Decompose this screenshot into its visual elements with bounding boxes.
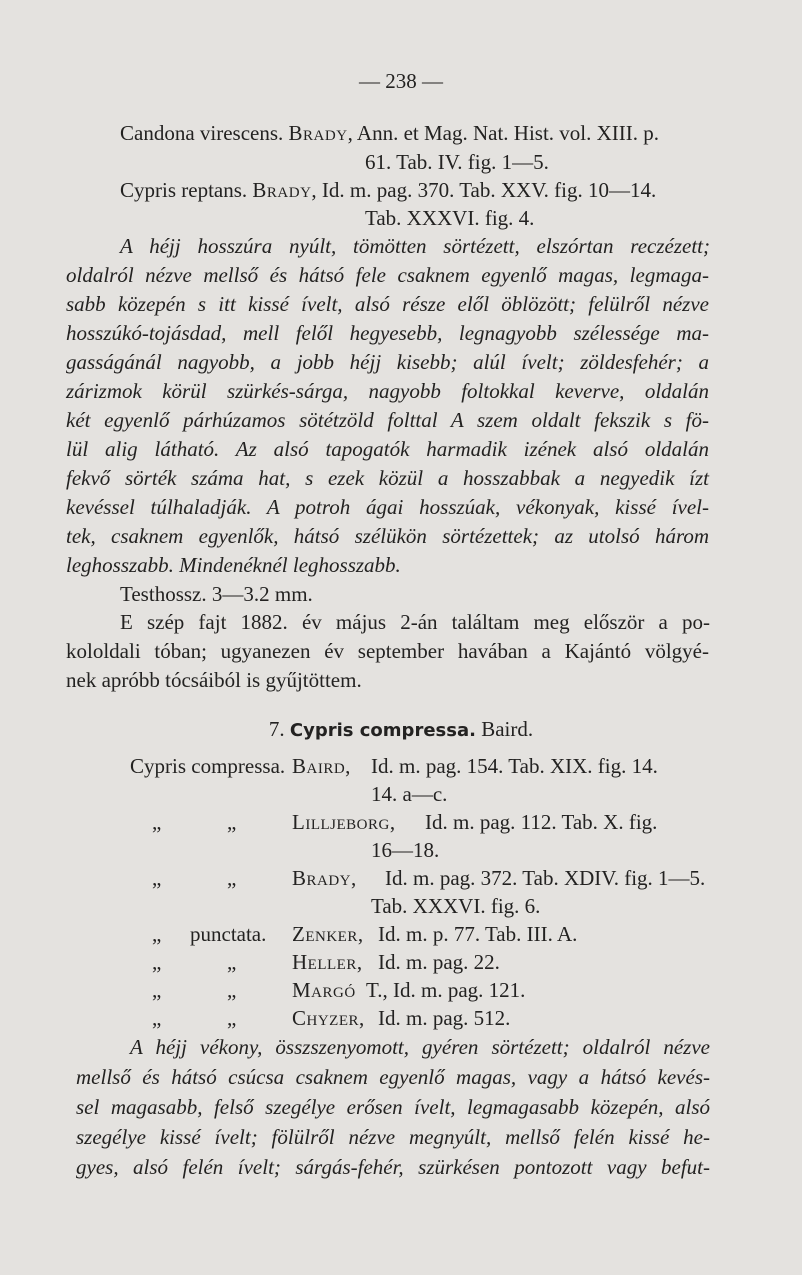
ref-citation: Id. m. pag. 112. Tab. X. fig.: [425, 810, 658, 834]
ref-citation: Id. m. p. 77. Tab. III. A.: [378, 922, 578, 946]
ref-continuation: Tab. XXXVI. fig. 6.: [371, 894, 541, 918]
note-line: E szép fajt 1882. év május 2-án találtam meg először a po-: [120, 610, 710, 634]
ditto-mark: „: [152, 866, 162, 890]
ref-citation: Id. m. pag. 372. Tab. XDIV. fig. 1—5.: [385, 866, 706, 890]
page-number: — 238 —: [359, 69, 443, 93]
species-name: Cypris compressa.: [289, 720, 476, 741]
description-line: gasságánál nagyobb, a jobb héjj kisebb; alúl ívelt; zöldesfehér; a: [66, 350, 709, 374]
body-length: Testhossz. 3—3.2 mm.: [120, 582, 313, 606]
description-line: mellső és hátsó csúcsa csaknem egyenlő magas, vagy a hátsó kevés-: [76, 1065, 710, 1089]
ref-citation: Id. m. pag. 22.: [378, 950, 500, 974]
description-line: sel magasabb, felső szegélye erősen ívelt, legmagasabb közepén, alsó: [76, 1095, 710, 1119]
ditto-mark: „: [227, 1006, 237, 1030]
author-name: Brady: [252, 178, 312, 202]
description-line: sabb közepén s itt kissé ívelt, alsó része elől öblözött; felülről nézve: [66, 292, 709, 316]
ditto-mark: „: [227, 866, 237, 890]
ref-species: Cypris compressa.: [130, 754, 286, 778]
note-line: kololdali tóban; ugyanezen év september havában a Kajántó völgyé-: [66, 639, 709, 663]
ditto-mark: „: [152, 978, 162, 1002]
ref-continuation: 14. a—c.: [371, 782, 448, 806]
description-line: hosszúkó-tojásdad, mell felől hegyesebb, legnagyobb szélessége ma-: [66, 321, 709, 345]
author-name: Brady: [288, 121, 348, 145]
synonym-reference: Candona virescens. Brady, Ann. et Mag. Nat. Hist. vol. XIII. p.: [120, 121, 660, 145]
note-line: nek apróbb tócsáiból is gyűjtöttem.: [66, 668, 362, 692]
ref-author: Margó: [292, 978, 356, 1002]
ditto-mark: „: [152, 1006, 162, 1030]
description-line: lül alig látható. Az alsó tapogatók harmadik izének alsó oldalán: [66, 437, 709, 461]
description-line: leghosszabb. Mindenéknél leghosszabb.: [66, 553, 401, 577]
species-number: 7.: [268, 717, 285, 741]
description-line: A héjj vékony, összszenyomott, gyéren sörtézett; oldalról nézve: [130, 1035, 710, 1059]
description-line: A héjj hosszúra nyúlt, tömötten sörtézett, elszórtan reczézett;: [120, 234, 710, 258]
synonym-reference-continuation: 61. Tab. IV. fig. 1—5.: [365, 150, 549, 174]
description-line: kevéssel túlhaladják. A potroh ágai hosszúak, vékonyak, kissé ível-: [66, 495, 709, 519]
ditto-mark: „: [152, 922, 162, 946]
ref-author: Lilljeborg,: [292, 810, 396, 834]
description-line: tek, csaknem egyenlők, hátsó szélükön sörtézettek; az utolsó három: [66, 524, 709, 548]
ref-author: Chyzer,: [292, 1006, 365, 1030]
ditto-mark: „: [152, 810, 162, 834]
ref-citation: Id. m. pag. 154. Tab. XIX. fig. 14.: [371, 754, 658, 778]
ref-author: Baird,: [292, 754, 351, 778]
ditto-mark: „: [227, 950, 237, 974]
ditto-mark: „: [227, 810, 237, 834]
description-line: oldalról nézve mellső és hátsó fele csaknem egyenlő magas, legmaga-: [66, 263, 709, 287]
description-line: szegélye kissé ívelt; fölülről nézve megnyúlt, mellső felén kissé he-: [76, 1125, 710, 1149]
ditto-mark: „: [227, 978, 237, 1002]
synonym-reference-continuation: Tab. XXXVI. fig. 4.: [365, 206, 535, 230]
description-line: fekvő sörték száma hat, s ezek közül a hosszabbak a negyedik ízt: [66, 466, 709, 490]
ref-variety: punctata.: [190, 922, 267, 946]
ref-citation: T., Id. m. pag. 121.: [366, 978, 526, 1002]
ref-author: Brady,: [292, 866, 357, 890]
ref-continuation: 16—18.: [371, 838, 440, 862]
ref-author: Heller,: [292, 950, 363, 974]
description-line: gyes, alsó felén ívelt; sárgás-fehér, szürkésen pontozott vagy befut-: [76, 1155, 710, 1179]
ref-citation: Id. m. pag. 512.: [378, 1006, 511, 1030]
description-line: két egyenlő párhúzamos sötétzöld folttal A szem oldalt fekszik s fö-: [66, 408, 709, 432]
ditto-mark: „: [152, 950, 162, 974]
synonym-reference: Cypris reptans. Brady, Id. m. pag. 370. Tab. XXV. fig. 10—14.: [120, 178, 657, 202]
ref-author: Zenker,: [292, 922, 364, 946]
description-line: zárizmok körül szürkés-sárga, nagyobb foltokkal keverve, oldalán: [66, 379, 709, 403]
species-heading: [0, 716, 802, 744]
species-author: Baird.: [481, 717, 534, 741]
